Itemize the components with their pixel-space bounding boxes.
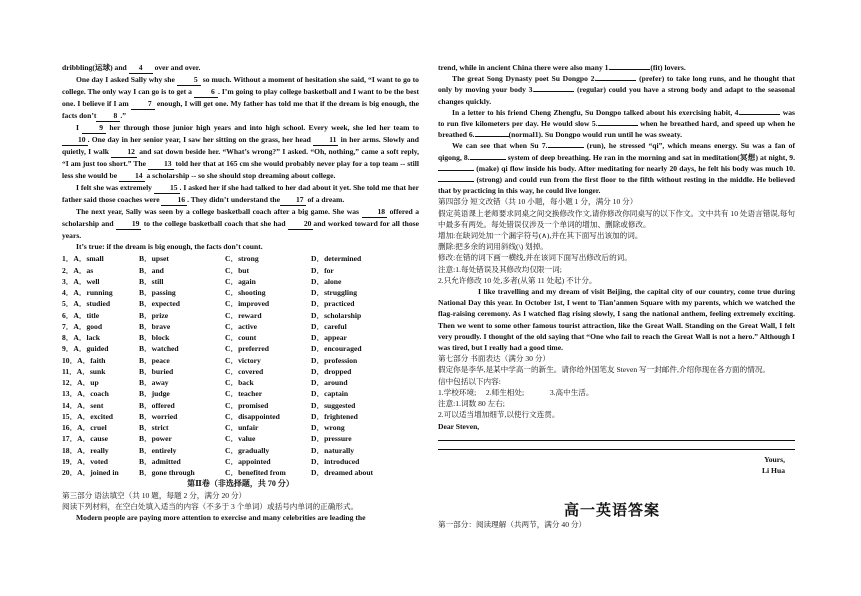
left-column (62, 62, 419, 523)
option-cell: D．careful (311, 321, 347, 331)
part-7-instructions: 假定你是李华,是某中学高一的新生。请你给外国笔友 Steven 写一封邮件,介绍你现在各方面的情况。 (438, 365, 771, 375)
option-cell: D．wrong (311, 423, 345, 433)
option-row (62, 310, 403, 321)
blank-g7 (548, 147, 584, 148)
option-cell: B．upset (139, 254, 169, 264)
writing-line-1 (438, 432, 795, 441)
passage-paragraph-1: dribbling(运球) and 4 over and over. (62, 63, 201, 72)
option-cell: D．naturally (311, 445, 355, 455)
option-row (62, 287, 403, 298)
blank-19: 19 (116, 219, 142, 230)
grammar-paragraph-4: We can see that when Su 7. (run), he stressed “qi”, which means energy. Su was a fan of qigong, 8. system of deep breathing. He ran in the morning and sat in meditation(冥想) at night, 9. (make) qi flow inside his body. After meditating for nearly 20 days, he felt his body was much 10. (strong) and could run from the first floor to the fifth without resting in the middle. He believed that by practicing in this way, he could live longer. (438, 141, 795, 196)
option-cell: B．judge (139, 389, 170, 399)
option-cell: 2．A．as (62, 265, 94, 275)
option-cell: B．away (139, 378, 169, 388)
option-cell: 12．A．up (62, 378, 99, 388)
option-cell: 13．A．coach (62, 389, 109, 399)
option-row (62, 332, 403, 343)
passage-paragraph-4: I felt she was extremely 15 . I asked her if she had talked to her dad about it yet. She told me that her father said those coaches were 16 . They didn’t understand the 17 of a dream. (62, 183, 419, 204)
blank-11: 11 (313, 135, 338, 146)
option-cell: 10．A．faith (62, 355, 106, 365)
option-row (62, 321, 403, 332)
blank-9: 9 (82, 123, 106, 134)
part-4-instructions: 假定英语课上老师要求同桌之间交换修改作文,请你修改你同桌写的以下作文。文中共有 10 处语言错误,每句中最多有两处。每处错误仅涉及一个单词的增加、删除或修改。 (438, 208, 795, 229)
option-row (62, 388, 403, 399)
option-cell: B．gone through (139, 468, 195, 478)
blank-g2 (596, 80, 636, 81)
option-cell: C．teacher (225, 389, 263, 399)
option-cell: B．brave (139, 321, 171, 331)
option-cell: 5．A．studied (62, 299, 111, 309)
answer-part-1: 第一部分：阅读理解（共两节，满分 40 分） (438, 520, 587, 529)
option-cell: 7．A．good (62, 321, 103, 331)
writing-line-2 (438, 441, 795, 450)
option-cell: 11．A．sunk (62, 366, 106, 376)
passage-paragraph-6: It’s true: if the dream is big enough, the facts don’t count. (76, 242, 263, 252)
option-cell: B．strict (139, 423, 169, 433)
option-cell: C．victory (225, 355, 261, 365)
option-cell: C．unfair (225, 423, 259, 433)
option-cell: 6．A．title (62, 310, 100, 320)
point-1: 1.学校环境; (438, 387, 477, 397)
blank-18: 18 (362, 207, 388, 218)
option-cell: C．active (225, 321, 258, 331)
letter-closing: Yours, (764, 454, 785, 464)
option-cell: C．count (225, 333, 257, 343)
blank-4: 4 (129, 63, 153, 74)
option-cell: C．reward (225, 310, 262, 320)
passage-paragraph-5: The next year, Sally was seen by a college basketball coach after a big game. She was 18 offered a scholarship and 19 to the college basketball coach that she had 20 and worked toward for all those years. (62, 207, 419, 240)
option-cell: D．practiced (311, 299, 355, 309)
option-cell: B．peace (139, 355, 170, 365)
option-cell: C．covered (225, 366, 264, 376)
option-cell: D．for (311, 265, 334, 275)
option-cell: D．dreamed about (311, 468, 374, 478)
blank-14: 14 (119, 171, 145, 182)
option-cell: D．pressure (311, 434, 352, 444)
option-cell: C．shooting (225, 288, 266, 298)
blank-17: 17 (280, 195, 306, 206)
blank-5: 5 (177, 75, 201, 86)
option-cell: B．block (139, 333, 170, 343)
blank-g5 (598, 125, 638, 126)
blank-15: 15 (154, 183, 180, 194)
option-row (62, 433, 403, 444)
point-3: 3.高中生活。 (549, 387, 594, 397)
passage-paragraph-2: One day I asked Sally why she 5 so much. Without a moment of hesitation she said, “I want to go to college. The only way I can go is to get a 6 . I’m going to play college basketball and I want to be the best one. I believe if I am 7 enough, I will get one. My father has told me that if the dream is big enough, the facts don’t 8 .” (62, 75, 420, 120)
option-cell: C．appointed (225, 456, 271, 466)
option-cell: B．worried (139, 411, 178, 421)
option-cell: D．dropped (311, 366, 352, 376)
option-cell: 17．A．cause (62, 434, 108, 444)
option-row (62, 253, 403, 264)
option-cell: D．profession (311, 355, 358, 365)
passage-paragraph-3: I 9 her through those junior high years and into high school. Every week, she led her team to 10 . One day in her senior year, I saw her sitting on the grass, her head 11 in her arms. Slowly and quietly, I walk 12 and sat down beside her. “What’s wrong?” I asked. “Oh, nothing,” came a soft reply, “I am just too short.” The 13 told her that at 165 cm she would probably never play for a top team -- still less she would be 14 a scholarship -- so she should stop dreaming about college. (62, 123, 420, 180)
option-cell: C．disappointed (225, 411, 280, 421)
option-cell: C．value (225, 434, 256, 444)
options-table (62, 253, 403, 478)
option-cell: 9．A．guided (62, 344, 109, 354)
option-cell: C．gradually (225, 445, 270, 455)
part-4-add-rule: 增加:在缺词处加一个漏字符号(∧),并在其下面写出该加的词。 (438, 231, 643, 241)
blank-7: 7 (131, 99, 155, 110)
part-7-note-2: 2.可以适当增加细节,以使行文连贯。 (438, 410, 560, 420)
option-cell: 14．A．sent (62, 400, 104, 410)
option-cell: 3．A．well (62, 276, 100, 286)
right-column (438, 62, 795, 476)
part-7-include: 信中包括以下内容: (438, 376, 501, 386)
section-2-title: 第Ⅱ卷（非选择题，共 70 分） (187, 479, 294, 489)
blank-g3 (534, 91, 574, 92)
option-cell: B．entirely (139, 445, 177, 455)
option-cell: B．still (139, 276, 164, 286)
option-cell: B．buried (139, 366, 174, 376)
answer-title: 高一英语答案 (564, 501, 661, 519)
part-4-note-1: 注意:1.每处错误及其修改均仅限一词; (438, 264, 562, 274)
option-cell: D．alone (311, 276, 342, 286)
option-cell: C．again (225, 276, 256, 286)
option-cell: 8．A．lack (62, 333, 100, 343)
letter-greeting: Dear Steven, (438, 421, 480, 431)
option-cell: D．suggested (311, 400, 356, 410)
part-3-title: 第三部分 语法填空（共 10 题，每题 2 分，满分 20 分） (62, 490, 247, 500)
part-3-instructions: 阅读下列材料，在空白处填入适当的内容（不多于 3 个单词）或括号内单词的正确形式。 (62, 501, 359, 511)
letter-signature: Li Hua (761, 465, 785, 475)
option-cell: 19．A．voted (62, 456, 108, 466)
option-row (62, 343, 403, 354)
option-row (62, 411, 403, 422)
option-cell: 15．A．excited (62, 411, 114, 421)
option-cell: D．scholarship (311, 310, 362, 320)
option-cell: 4．A．running (62, 288, 113, 298)
option-cell: B．power (139, 434, 172, 444)
blank-8: 8 (96, 111, 120, 122)
blank-g10 (438, 181, 474, 182)
option-cell: B．passing (139, 288, 176, 298)
blank-g1 (610, 69, 650, 70)
option-cell: C．preferred (225, 344, 270, 354)
blank-12: 12 (111, 147, 137, 158)
option-cell: 20．A．joined in (62, 468, 119, 478)
option-row (62, 467, 403, 478)
option-cell: B．and (139, 265, 164, 275)
part-3-first-line: Modern people are paying more attention to exercise and many celebrities are leading the (76, 513, 366, 523)
option-row (62, 456, 403, 467)
blank-g4 (740, 114, 780, 115)
part-4-delete-rule: 删除:把多余的词用斜线(\) 划掉。 (438, 242, 548, 252)
option-cell: D．frightened (311, 411, 358, 421)
option-row (62, 422, 403, 433)
option-cell: D．introduced (311, 456, 360, 466)
option-row (62, 445, 403, 456)
option-cell: 16．A．cruel (62, 423, 107, 433)
grammar-paragraph-2: The great Song Dynasty poet Su Dongpo 2. (prefer) to take long runs, and he thought that only by moving your body 3. (regular) could you have a strong body and adapt to the seasonal changes quickly. (438, 74, 795, 106)
option-cell: B．watched (139, 344, 179, 354)
option-cell: 1．A．small (62, 254, 104, 264)
option-row (62, 265, 403, 276)
option-cell: D．around (311, 378, 348, 388)
option-row (62, 355, 403, 366)
option-cell: D．struggling (311, 288, 357, 298)
option-row (62, 400, 403, 411)
grammar-paragraph-3: In a letter to his friend Cheng Zhengfu, Su Dongpo talked about his exercising habit, 4. was to run five kilometers per day. He would slow 5. when he breathed hard, and speed up when he breathed 6. (normal1). Su Dongpo would run until he was sweaty. (438, 107, 795, 140)
blank-16: 16 (161, 195, 187, 206)
option-cell: D．appear (311, 333, 347, 343)
option-cell: C．improved (225, 299, 270, 309)
part-4-title: 第四部分 短文改错（共 10 小题，每小题 1 分，满分 10 分） (438, 197, 638, 207)
blank-20: 20 (288, 219, 314, 230)
option-cell: C．strong (225, 254, 259, 264)
option-cell: B．offered (139, 400, 175, 410)
part-4-modify-rule: 修改:在错的词下画一横线,并在该词下面写出修改后的词。 (438, 253, 632, 263)
option-cell: B．admitted (139, 456, 181, 466)
part-7-title: 第七部分 书面表达（满分 30 分） (438, 354, 551, 364)
option-cell: C．promised (225, 400, 269, 410)
option-cell: D．captain (311, 389, 349, 399)
option-cell: D．determined (311, 254, 362, 264)
part-4-note-2: 2.只允许修改 10 处,多者(从第 11 处起) 不计分。 (438, 275, 597, 285)
blank-g8 (470, 159, 506, 160)
option-row (62, 298, 403, 309)
option-row (62, 377, 403, 388)
option-cell: D．encouraged (311, 344, 362, 354)
grammar-paragraph-1: trend, while in ancient China there were also many 1. (fit) lovers. (438, 63, 686, 72)
error-correction-essay: I like travelling and my dream of visit Beijing, the capital city of our country, come true during National Day this year. In October 1st, I went to Tian’anmen Square with my parents, which we watched the flag-raising ceremony. As I watched flag rising slowly, I sang the national anthem, feeling extremely exciting. Then we went to some other famous tourist attraction, like the Great Wall. Standing on the Great Wall, I felt very proudly. I thought of the old saying that “One who fail to reach the Great Wall is not a hero.” Although I was tired, but I really had a good time. (438, 287, 795, 353)
option-cell: B．prize (139, 310, 169, 320)
option-cell: C．back (225, 378, 254, 388)
option-cell: C．benefited from (225, 468, 286, 478)
point-2: 2.师生相处; (485, 387, 525, 397)
option-cell: B．expected (139, 299, 180, 309)
option-cell: 18．A．really (62, 445, 109, 455)
blank-6: 6 (194, 87, 218, 98)
option-cell: C．but (225, 265, 250, 275)
option-row (62, 366, 403, 377)
blank-g6 (475, 136, 509, 137)
option-row (62, 276, 403, 287)
part-7-note-1: 注意:1.词数 80 左右; (438, 399, 505, 409)
part-7-points (438, 387, 795, 398)
blank-13: 13 (148, 159, 174, 170)
blank-10: 10 (62, 135, 88, 146)
blank-g9 (438, 170, 474, 171)
